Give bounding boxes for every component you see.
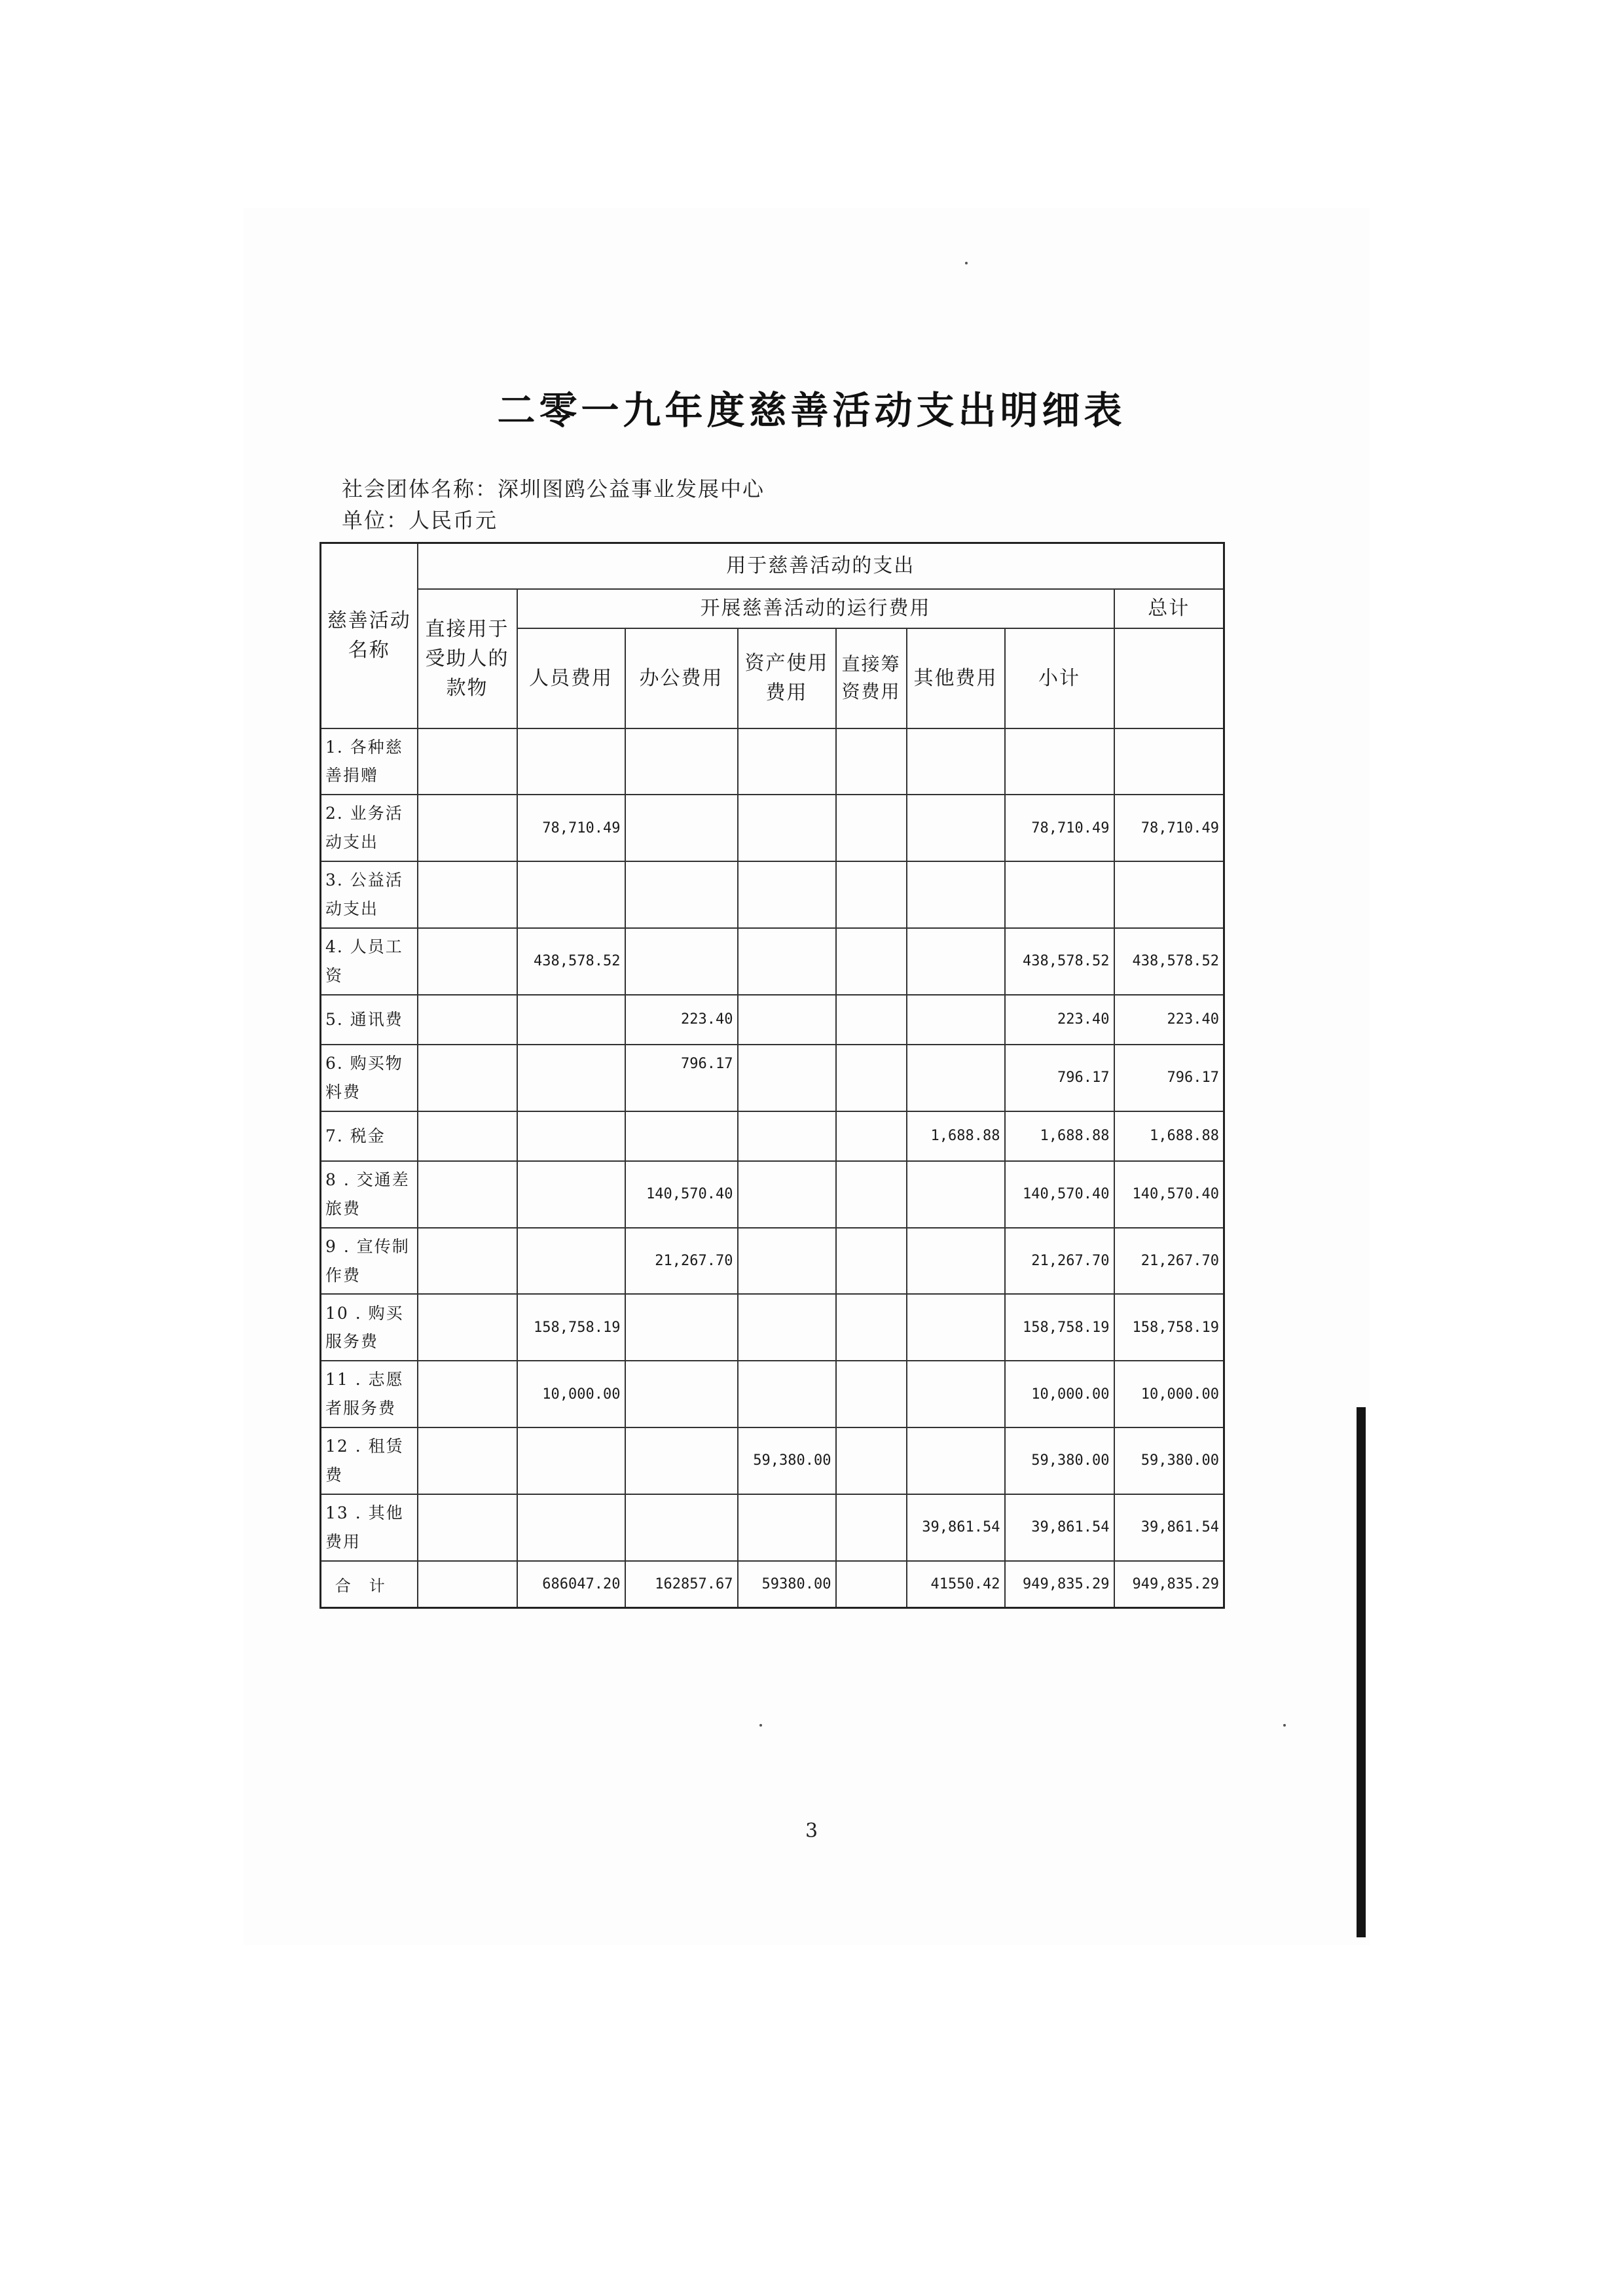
other-cell	[907, 1294, 1005, 1361]
personnel-cell	[517, 1427, 625, 1494]
totals-subtotal: 949,835.29	[1005, 1561, 1114, 1608]
personnel-cell	[517, 728, 625, 795]
table-row	[321, 928, 1224, 995]
direct-cell	[418, 1361, 517, 1427]
table-row	[321, 1111, 1224, 1161]
fundraising-cell	[836, 1111, 907, 1161]
direct-cell	[418, 1294, 517, 1361]
total-cell: 438,578.52	[1114, 928, 1224, 995]
header-activity-name: 慈善活动名称	[321, 543, 418, 728]
activity-name-cell: 1. 各种慈善捐赠	[321, 728, 418, 795]
personnel-cell	[517, 1045, 625, 1111]
fundraising-cell	[836, 1161, 907, 1228]
other-cell	[907, 861, 1005, 928]
office-cell	[625, 861, 738, 928]
personnel-cell	[517, 995, 625, 1045]
other-cell	[907, 1161, 1005, 1228]
header-other: 其他费用	[907, 628, 1005, 728]
direct-cell	[418, 1494, 517, 1561]
total-cell	[1114, 861, 1224, 928]
subtotal-cell: 223.40	[1005, 995, 1114, 1045]
activity-name-cell: 13 . 其他费用	[321, 1494, 418, 1561]
asset-cell	[738, 861, 836, 928]
personnel-cell: 78,710.49	[517, 795, 625, 861]
totals-personnel: 686047.20	[517, 1561, 625, 1608]
office-cell	[625, 1111, 738, 1161]
other-cell	[907, 1361, 1005, 1427]
totals-row	[321, 1561, 1224, 1608]
table-row	[321, 1294, 1224, 1361]
table-row	[321, 795, 1224, 861]
direct-cell	[418, 1111, 517, 1161]
header-office: 办公费用	[625, 628, 738, 728]
activity-name-cell: 4. 人员工资	[321, 928, 418, 995]
subtotal-cell: 21,267.70	[1005, 1228, 1114, 1295]
total-cell: 1,688.88	[1114, 1111, 1224, 1161]
activity-name-cell: 12 . 租赁费	[321, 1427, 418, 1494]
table-row	[321, 1494, 1224, 1561]
subtotal-cell: 10,000.00	[1005, 1361, 1114, 1427]
personnel-cell	[517, 1228, 625, 1295]
table-row	[321, 1045, 1224, 1111]
subtotal-cell: 78,710.49	[1005, 795, 1114, 861]
header-asset-use: 资产使用费用	[738, 628, 836, 728]
personnel-cell: 438,578.52	[517, 928, 625, 995]
totals-label: 合计	[321, 1561, 418, 1608]
direct-cell	[418, 861, 517, 928]
page-title: 二零一九年度慈善活动支出明细表	[497, 388, 1126, 433]
fundraising-cell	[836, 728, 907, 795]
total-cell: 158,758.19	[1114, 1294, 1224, 1361]
office-cell	[625, 1427, 738, 1494]
total-cell: 59,380.00	[1114, 1427, 1224, 1494]
office-cell	[625, 728, 738, 795]
table-body	[321, 728, 1224, 1561]
fundraising-cell	[836, 1494, 907, 1561]
subtotal-cell: 796.17	[1005, 1045, 1114, 1111]
other-cell	[907, 1228, 1005, 1295]
office-cell: 140,570.40	[625, 1161, 738, 1228]
fundraising-cell	[836, 928, 907, 995]
subtotal-cell: 1,688.88	[1005, 1111, 1114, 1161]
table-header	[321, 543, 1224, 728]
currency-unit: 单位：人民币元	[342, 508, 498, 533]
total-cell: 78,710.49	[1114, 795, 1224, 861]
table-row	[321, 995, 1224, 1045]
scan-edge-mark	[1357, 1407, 1366, 1937]
header-personnel: 人员费用	[517, 628, 625, 728]
table-row	[321, 728, 1224, 795]
fundraising-cell	[836, 1228, 907, 1295]
asset-cell	[738, 1228, 836, 1295]
office-cell	[625, 795, 738, 861]
activity-name-cell: 5. 通讯费	[321, 995, 418, 1045]
fundraising-cell	[836, 795, 907, 861]
fundraising-cell	[836, 995, 907, 1045]
asset-cell	[738, 1045, 836, 1111]
total-cell: 39,861.54	[1114, 1494, 1224, 1561]
totals-direct	[418, 1561, 517, 1608]
other-cell	[907, 995, 1005, 1045]
activity-name-cell: 10 . 购买服务费	[321, 1294, 418, 1361]
asset-cell	[738, 995, 836, 1045]
activity-name-cell: 6. 购买物料费	[321, 1045, 418, 1111]
office-cell	[625, 928, 738, 995]
direct-cell	[418, 995, 517, 1045]
personnel-cell	[517, 1111, 625, 1161]
asset-cell: 59,380.00	[738, 1427, 836, 1494]
personnel-cell: 158,758.19	[517, 1294, 625, 1361]
scan-speck	[759, 1724, 762, 1727]
header-grand-total: 总计	[1114, 589, 1224, 628]
office-cell	[625, 1294, 738, 1361]
office-cell: 21,267.70	[625, 1228, 738, 1295]
asset-cell	[738, 1494, 836, 1561]
office-cell: 796.17	[625, 1045, 738, 1111]
table-row	[321, 1161, 1224, 1228]
totals-grand-total: 949,835.29	[1114, 1561, 1224, 1608]
totals-fundraising	[836, 1561, 907, 1608]
office-cell	[625, 1361, 738, 1427]
header-fundraising: 直接筹资费用	[836, 628, 907, 728]
office-cell: 223.40	[625, 995, 738, 1045]
activity-name-cell: 2. 业务活动支出	[321, 795, 418, 861]
totals-asset: 59380.00	[738, 1561, 836, 1608]
table-row	[321, 1228, 1224, 1295]
activity-name-cell: 7. 税金	[321, 1111, 418, 1161]
personnel-cell	[517, 1161, 625, 1228]
table-row	[321, 1427, 1224, 1494]
activity-name-cell: 8 . 交通差旅费	[321, 1161, 418, 1228]
table-row	[321, 1361, 1224, 1427]
personnel-cell: 10,000.00	[517, 1361, 625, 1427]
table-row	[321, 861, 1224, 928]
direct-cell	[418, 1228, 517, 1295]
scan-speck	[1283, 1724, 1286, 1727]
subtotal-cell: 438,578.52	[1005, 928, 1114, 995]
subtotal-cell: 59,380.00	[1005, 1427, 1114, 1494]
total-cell: 140,570.40	[1114, 1161, 1224, 1228]
header-operating-costs: 开展慈善活动的运行费用	[517, 589, 1114, 628]
expense-table	[319, 542, 1225, 1609]
total-cell: 796.17	[1114, 1045, 1224, 1111]
activity-name-cell: 3. 公益活动支出	[321, 861, 418, 928]
totals-office: 162857.67	[625, 1561, 738, 1608]
other-cell: 1,688.88	[907, 1111, 1005, 1161]
subtotal-cell: 39,861.54	[1005, 1494, 1114, 1561]
office-cell	[625, 1494, 738, 1561]
activity-name-cell: 11 . 志愿者服务费	[321, 1361, 418, 1427]
total-cell	[1114, 728, 1224, 795]
other-cell	[907, 1427, 1005, 1494]
personnel-cell	[517, 861, 625, 928]
header-subtotal: 小计	[1005, 628, 1114, 728]
direct-cell	[418, 1161, 517, 1228]
subtotal-cell: 158,758.19	[1005, 1294, 1114, 1361]
subtotal-cell	[1005, 861, 1114, 928]
asset-cell	[738, 1361, 836, 1427]
asset-cell	[738, 1161, 836, 1228]
totals-other: 41550.42	[907, 1561, 1005, 1608]
activity-name-cell: 9 . 宣传制作费	[321, 1228, 418, 1295]
total-cell: 21,267.70	[1114, 1228, 1224, 1295]
page-number: 3	[805, 1820, 818, 1842]
asset-cell	[738, 928, 836, 995]
subtotal-cell	[1005, 728, 1114, 795]
asset-cell	[738, 795, 836, 861]
total-cell: 223.40	[1114, 995, 1224, 1045]
direct-cell	[418, 1045, 517, 1111]
direct-cell	[418, 795, 517, 861]
direct-cell	[418, 1427, 517, 1494]
subtotal-cell: 140,570.40	[1005, 1161, 1114, 1228]
fundraising-cell	[836, 1427, 907, 1494]
other-cell	[907, 928, 1005, 995]
header-direct-aid: 直接用于受助人的款物	[418, 589, 517, 728]
scan-speck	[965, 262, 968, 264]
table-footer	[321, 1561, 1224, 1608]
header-total-blank	[1114, 628, 1224, 728]
organization-name: 社会团体名称：深圳图鸥公益事业发展中心	[342, 476, 765, 501]
other-cell: 39,861.54	[907, 1494, 1005, 1561]
header-charity-expense-group: 用于慈善活动的支出	[418, 543, 1224, 589]
fundraising-cell	[836, 861, 907, 928]
other-cell	[907, 728, 1005, 795]
direct-cell	[418, 928, 517, 995]
other-cell	[907, 795, 1005, 861]
other-cell	[907, 1045, 1005, 1111]
asset-cell	[738, 728, 836, 795]
fundraising-cell	[836, 1294, 907, 1361]
personnel-cell	[517, 1494, 625, 1561]
total-cell: 10,000.00	[1114, 1361, 1224, 1427]
asset-cell	[738, 1294, 836, 1361]
fundraising-cell	[836, 1361, 907, 1427]
direct-cell	[418, 728, 517, 795]
fundraising-cell	[836, 1045, 907, 1111]
asset-cell	[738, 1111, 836, 1161]
